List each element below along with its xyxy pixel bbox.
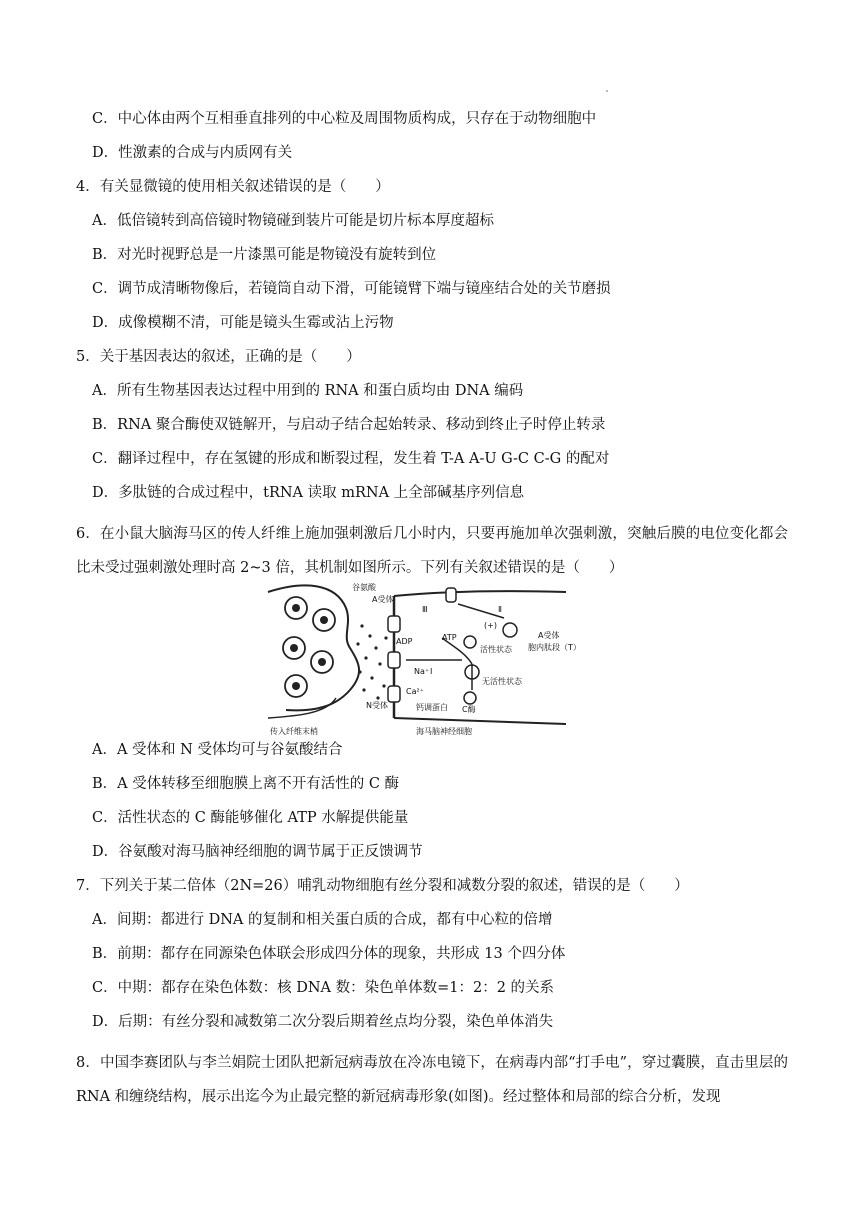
q7-option-d[interactable]: D．后期：有丝分裂和减数第二次分裂后期着丝点均分裂，染色单体消失: [92, 1014, 554, 1030]
label-glutamate: 谷氨酸: [352, 583, 376, 592]
q4-option-a[interactable]: A．低倍镜转到高倍镜时物镜碰到装片可能是切片标本厚度超标: [92, 213, 494, 229]
q5-stem: 5．关于基因表达的叙述，正确的是（ ）: [76, 349, 361, 365]
label-adp: ADP: [396, 637, 413, 646]
scan-dot: [606, 90, 608, 92]
label-a-receptor-t-1: A受体: [538, 631, 560, 640]
q5-option-d[interactable]: D．多肽链的合成过程中，tRNA 读取 mRNA 上全部碱基序列信息: [92, 485, 525, 501]
q5-option-b[interactable]: B．RNA 聚合酶使双链解开，与启动子结合起始转录、移动到终止子时停止转录: [92, 417, 606, 433]
label-roman-1: Ⅰ: [430, 667, 433, 676]
label-n-receptor: N受体: [366, 701, 388, 710]
q8-stem: 8．中国李赛团队与李兰娟院士团队把新冠病毒放在冷冻电镜下，在病毒内部“打手电”，穿过囊膜，直击里层的 RNA 和缠绕结构，展示出迄今为止最完整的新冠病毒形象(如图)。经过整体和局部的综合分析，发现: [76, 1055, 788, 1105]
q4-stem: 4．有关显微镜的使用相关叙述错误的是（ ）: [76, 179, 390, 195]
label-c-enzyme: C酶: [462, 705, 476, 714]
label-a-receptor-t-2: 胞内肽段（T）: [528, 643, 581, 652]
q6-stem: 6．在小鼠大脑海马区的传人纤维上施加强刺激后几小时内，只要再施加单次强刺激，突触后膜的电位变化都会比未受过强刺激处理时高 2~3 倍，其机制如图所示。下列有关叙述错误的是（ ）: [76, 526, 788, 576]
q6-option-a[interactable]: A．A 受体和 N 受体均可与谷氨酸结合: [92, 742, 343, 758]
q6-option-b[interactable]: B．A 受体转移至细胞膜上离不开有活性的 C 酶: [92, 776, 400, 792]
label-hippocampal-neuron: 海马脑神经细胞: [416, 727, 472, 736]
q6-option-d[interactable]: D．谷氨酸对海马脑神经细胞的调节属于正反馈调节: [92, 844, 423, 860]
label-active-state: 活性状态: [480, 645, 512, 654]
q3-option-d[interactable]: D．性激素的合成与内质网有关: [92, 145, 293, 161]
q4-option-b[interactable]: B．对光时视野总是一片漆黑可能是物镜没有旋转到位: [92, 247, 437, 263]
label-afferent-terminal: 传入纤维末梢: [270, 727, 318, 736]
label-a-receptor: A受体: [372, 595, 394, 604]
label-calmodulin: 钙调蛋白: [416, 703, 448, 712]
q4-option-c[interactable]: C．调节成清晰物像后，若镜筒自动下滑，可能镜臂下端与镜座结合处的关节磨损: [92, 281, 611, 297]
label-na: Na⁺: [414, 667, 430, 676]
label-roman-3: Ⅲ: [422, 605, 428, 614]
q6-option-c[interactable]: C．活性状态的 C 酶能够催化 ATP 水解提供能量: [92, 810, 409, 826]
label-roman-2: Ⅱ: [498, 605, 502, 614]
q7-option-a[interactable]: A．间期：都进行 DNA 的复制和相关蛋白质的合成，都有中心粒的倍增: [92, 912, 553, 928]
label-inactive-state: 无活性状态: [482, 677, 522, 686]
synapse-diagram: [266, 578, 592, 738]
q5-option-a[interactable]: A．所有生物基因表达过程中用到的 RNA 和蛋白质均由 DNA 编码: [92, 383, 524, 399]
label-plus: (+): [484, 621, 497, 630]
q7-option-c[interactable]: C．中期：都存在染色体数：核 DNA 数：染色单体数=1：2：2 的关系: [92, 980, 555, 996]
q3-option-c[interactable]: C．中心体由两个互相垂直排列的中心粒及周围物质构成，只存在于动物细胞中: [92, 111, 597, 127]
label-atp: ATP: [442, 633, 457, 642]
q4-option-d[interactable]: D．成像模糊不清，可能是镜头生霉或沾上污物: [92, 315, 394, 331]
q7-stem: 7．下列关于某二倍体（2N=26）哺乳动物细胞有丝分裂和减数分裂的叙述，错误的是（ ）: [76, 878, 689, 894]
q7-option-b[interactable]: B．前期：都存在同源染色体联会形成四分体的现象，共形成 13 个四分体: [92, 946, 566, 962]
q5-option-c[interactable]: C．翻译过程中，存在氢键的形成和断裂过程，发生着 T-A A-U G-C C-G 的配对: [92, 451, 610, 467]
label-ca: Ca²⁺: [406, 687, 424, 696]
